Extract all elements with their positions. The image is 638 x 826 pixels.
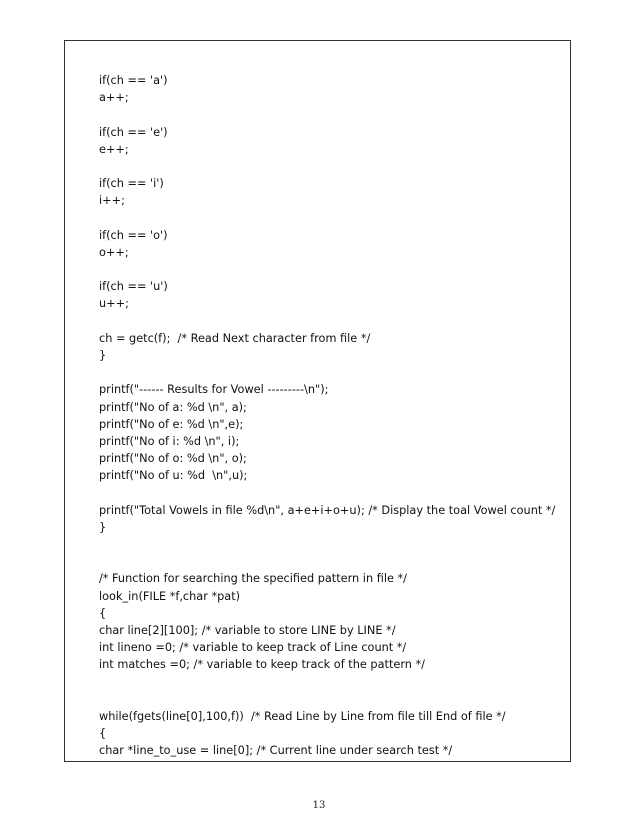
code-line [99, 364, 559, 381]
code-line: printf("------ Results for Vowel ---------\n"); [99, 383, 329, 397]
code-line: if(ch == 'u') [99, 280, 168, 294]
code-line: printf("No of i: %d \n", i); [99, 434, 240, 448]
code-line: while(fgets(line[0],100,f)) /* Read Line by Line from file till End of file */ [99, 709, 506, 723]
code-line: a++; [99, 91, 129, 105]
code-line [99, 158, 559, 175]
code-line: if(ch == 'e') [99, 125, 168, 139]
code-line [99, 485, 559, 502]
code-line: i++; [99, 194, 125, 208]
code-line [99, 106, 559, 123]
code-line: } [99, 520, 107, 534]
code-line: o++; [99, 245, 129, 259]
code-line: int matches =0; /* variable to keep track of the pattern */ [99, 658, 425, 672]
code-line [99, 674, 559, 691]
code-line [99, 536, 559, 553]
code-line: } [99, 349, 107, 362]
code-line: char *line_to_use = line[0]; /* Current line under search test */ [99, 744, 453, 758]
code-line [99, 210, 559, 227]
code-line: ch = getc(f); /* Read Next character from file */ [99, 331, 371, 345]
code-line: char line[2][100]; /* variable to store LINE by LINE */ [99, 624, 396, 637]
code-line [99, 691, 559, 708]
code-line: u++; [99, 297, 129, 311]
code-line [99, 553, 559, 570]
code-line: e++; [99, 142, 129, 156]
code-line: /* Function for searching the specified pattern in file */ [99, 572, 407, 586]
code-line: look_in(FILE *f,char *pat) [99, 589, 241, 603]
code-line [99, 313, 559, 330]
code-line: printf("Total Vowels in file %d\n", a+e+i+o+u); /* Display the toal Vowel count */ [99, 503, 556, 517]
code-line: printf("No of u: %d \n",u); [99, 469, 248, 483]
code-line: { [99, 727, 107, 741]
code-listing [99, 72, 559, 760]
code-line: if(ch == 'i') [99, 177, 164, 191]
code-line: if(ch == 'o') [99, 228, 168, 242]
code-line: printf("No of e: %d \n",e); [99, 417, 244, 431]
code-line: int lineno =0; /* variable to keep track of Line count */ [99, 641, 407, 655]
code-line: { [99, 606, 107, 620]
code-line [99, 261, 559, 278]
code-line: printf("No of o: %d \n", o); [99, 452, 247, 466]
code-line: printf("No of a: %d \n", a); [99, 400, 247, 414]
page-number: 13 [312, 800, 326, 811]
code-line: if(ch == 'a') [99, 74, 168, 87]
